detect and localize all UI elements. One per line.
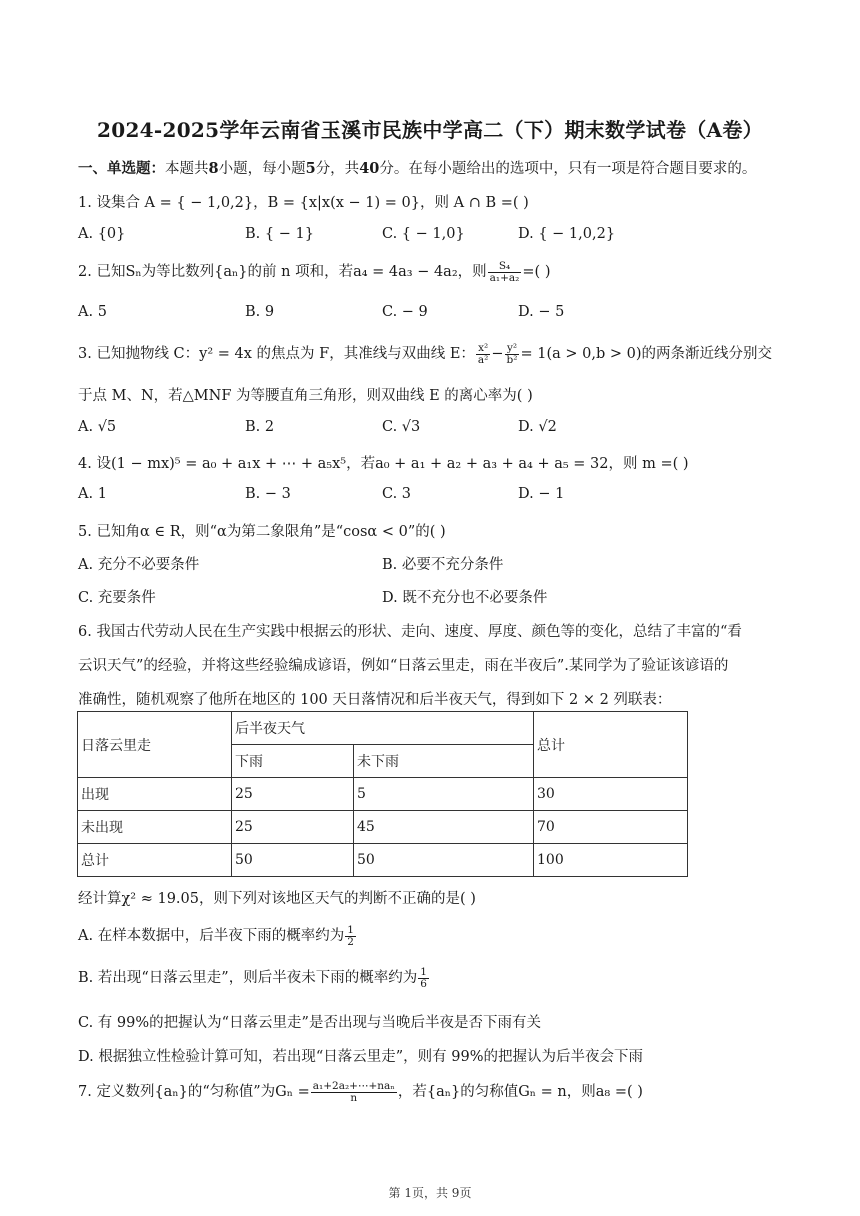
question-number: 3. xyxy=(78,346,92,362)
question-number: 6. xyxy=(78,624,92,640)
q2-option-b: B. 9 xyxy=(245,304,275,320)
table-row xyxy=(78,811,688,844)
q6-option-a: A. 在样本数据中，后半夜下雨的概率约为 $\frac{1}{2}$ xyxy=(78,923,354,948)
question-3-line-1: 3. 已知抛物线 C：y² = 4x 的焦点为 F，其准线与双曲线 E： $\frac{\text{x²}}{\text{a²}}$ − $\frac{\text{y²}}{\text{b²}}$ = 1(a > 0,b > 0)的两条渐近线分别交 xyxy=(78,341,773,366)
q6-option-b: B. 若出现“日落云里走”，则后半夜未下雨的概率约为 $\frac{1}{6}$ xyxy=(78,965,427,990)
question-6-after-table: 经计算χ² ≈ 19.05，则下列对该地区天气的判断不正确的是( ) xyxy=(78,891,476,907)
table-corner-cell: 日落云里走 xyxy=(78,712,232,778)
question-5 xyxy=(78,520,446,541)
question-2: 2. 已知Sₙ为等比数列{aₙ}的前 n 项和，若a₄ = 4a₃ − 4a₂，则 $\frac{\text{S₄}}{\text{a₁+a₂}}$ =( ) xyxy=(78,259,551,284)
exam-title: 2024-2025学年云南省玉溪市民族中学高二（下）期末数学试卷（A卷） xyxy=(97,118,763,142)
fraction: $\frac{\text{S₄}}{\text{a₁+a₂}}$ xyxy=(489,259,520,284)
q4-option-c: C. 3 xyxy=(382,486,412,502)
section-label: 一、单选题： xyxy=(78,160,165,177)
table-header-rain: 下雨 xyxy=(232,745,354,778)
q2-option-c: C. − 9 xyxy=(382,304,428,320)
q4-option-b: B. − 3 xyxy=(245,486,291,502)
table-row xyxy=(78,712,688,745)
q2-option-d: D. − 5 xyxy=(518,304,565,320)
q3-option-a: A. √5 xyxy=(78,419,117,435)
table-cell: 25 xyxy=(232,811,354,844)
table-cell: 30 xyxy=(534,778,688,811)
question-1 xyxy=(78,191,529,212)
table-cell: 70 xyxy=(534,811,688,844)
table-group-header: 后半夜天气 xyxy=(232,712,534,745)
q3-option-d: D. √2 xyxy=(518,419,557,435)
fraction: $\frac{\text{x²}}{\text{a²}}$ xyxy=(477,341,489,366)
table-cell: 50 xyxy=(354,844,534,877)
fraction: $\frac{1}{2}$ xyxy=(347,923,354,948)
question-number: 5. xyxy=(78,524,92,540)
page-footer: 第 1页，共 9页 xyxy=(388,1186,472,1200)
table-header-norain: 未下雨 xyxy=(354,745,534,778)
question-4 xyxy=(78,452,689,473)
question-text: 设(1 − mx)⁵ = a₀ + a₁x + ⋯ + a₅x⁵，若a₀ + a₁ + a₂ + a₃ + a₄ + a₅ = 32，则 m =( ) xyxy=(96,456,689,472)
q5-option-a: A. 充分不必要条件 xyxy=(78,557,200,573)
q6-option-d: D. 根据独立性检验计算可知，若出现“日落云里走”，则有 99%的把握认为后半夜会下雨 xyxy=(78,1049,643,1065)
table-cell: 总计 xyxy=(78,844,232,877)
table-cell: 45 xyxy=(354,811,534,844)
q1-option-a: A. {0} xyxy=(78,226,126,242)
question-number: 7. xyxy=(78,1084,92,1100)
q5-option-c: C. 充要条件 xyxy=(78,590,156,606)
table-cell: 50 xyxy=(232,844,354,877)
q6-option-c: C. 有 99%的把握认为“日落云里走”是否出现与当晚后半夜是否下雨有关 xyxy=(78,1015,541,1031)
q4-option-a: A. 1 xyxy=(78,486,107,502)
table-cell: 100 xyxy=(534,844,688,877)
question-number: 2. xyxy=(78,264,92,280)
q1-option-b: B. { − 1} xyxy=(245,226,314,242)
q1-option-d: D. { − 1,0,2} xyxy=(518,226,616,242)
q5-option-d: D. 既不充分也不必要条件 xyxy=(382,590,548,606)
contingency-table xyxy=(77,711,688,877)
table-cell: 未出现 xyxy=(78,811,232,844)
question-7: 7. 定义数列{aₙ}的“匀称值”为Gₙ = $\frac{\text{a₁+2a₂+⋯+naₙ}}{n}$ ，若{aₙ}的匀称值Gₙ = n，则a₈ =( ) xyxy=(78,1079,643,1104)
fraction: $\frac{\text{a₁+2a₂+⋯+naₙ}}{n}$ xyxy=(312,1079,395,1104)
question-3-line-2: 于点 M、N，若△MNF 为等腰直角三角形，则双曲线 E 的离心率为( ) xyxy=(78,388,533,404)
question-6-line-1: 6. 我国古代劳动人民在生产实践中根据云的形状、走向、速度、厚度、颜色等的变化，总结了丰富的“看 xyxy=(78,624,742,640)
q3-option-c: C. √3 xyxy=(382,419,421,435)
table-cell: 出现 xyxy=(78,778,232,811)
table-cell: 25 xyxy=(232,778,354,811)
table-header-total: 总计 xyxy=(534,712,688,778)
question-6-line-2: 云识天气”的经验，并将这些经验编成谚语，例如“日落云里走，雨在半夜后”.某同学为了验证该谚语的 xyxy=(78,658,729,674)
question-number: 4. xyxy=(78,456,92,472)
question-number: 1. xyxy=(78,195,92,211)
q1-option-c: C. { − 1,0} xyxy=(382,226,465,242)
q2-option-a: A. 5 xyxy=(78,304,107,320)
q5-option-b: B. 必要不充分条件 xyxy=(382,557,504,573)
question-text: 设集合 A = { − 1,0,2}，B = {x|x(x − 1) = 0}，则 A ∩ B =( ) xyxy=(96,195,529,211)
table-row xyxy=(78,844,688,877)
table-row xyxy=(78,778,688,811)
fraction: $\frac{\text{y²}}{\text{b²}}$ xyxy=(506,341,518,366)
question-6-line-3: 准确性，随机观察了他所在地区的 100 天日落情况和后半夜天气，得到如下 2 × 2 列联表： xyxy=(78,692,672,708)
question-text: 已知角α ∈ R，则“α为第二象限角”是“cosα < 0”的( ) xyxy=(96,524,446,540)
fraction: $\frac{1}{6}$ xyxy=(420,965,427,990)
q4-option-d: D. − 1 xyxy=(518,486,565,502)
table-cell: 5 xyxy=(354,778,534,811)
section-heading: 一、单选题：本题共8小题，每小题5分，共40分。在每小题给出的选项中，只有一项是符合题目要求的。 xyxy=(78,160,757,177)
q3-option-b: B. 2 xyxy=(245,419,275,435)
